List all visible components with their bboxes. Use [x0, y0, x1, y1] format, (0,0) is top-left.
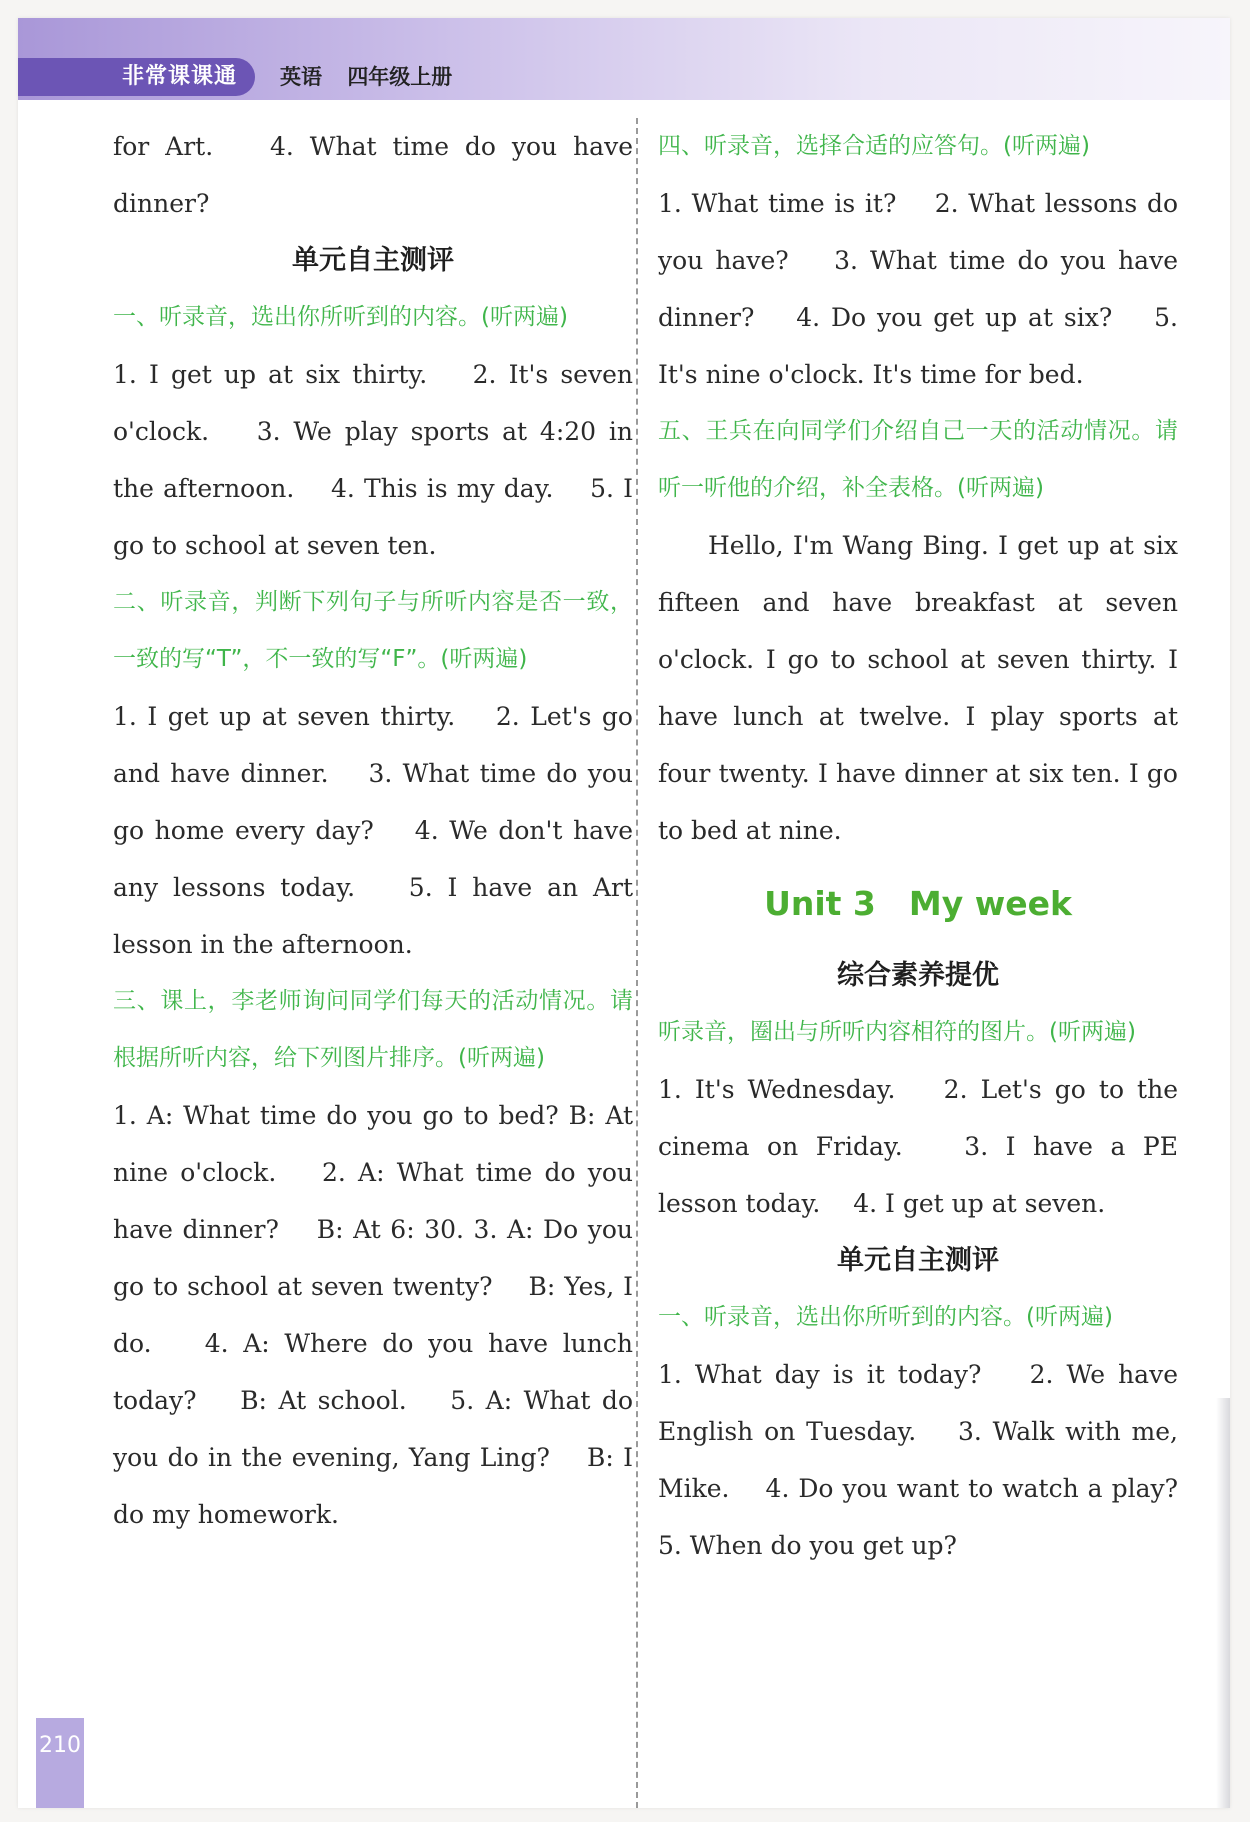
section-heading: 单元自主测评	[292, 245, 454, 276]
paragraph: 1. What time is it? 2. What lessons do you have? 3. What time do you have dinner? 4. Do you get up at six? 5. It's nine o'clock. It's time for bed.	[658, 189, 1178, 389]
page-number: 210	[36, 1718, 84, 1808]
section-heading: 单元自主测评	[837, 1245, 999, 1276]
question-heading: 五、王兵在向同学们介绍自己一天的活动情况。请听一听他的介绍，补全表格。(听两遍)	[658, 418, 1178, 501]
paragraph: 1. What day is it today? 2. We have English on Tuesday. 3. Walk with me, Mike. 4. Do you want to watch a play? 5. When do you get up?	[658, 1360, 1178, 1560]
paragraph: 1. A: What time do you go to bed? B: At nine o'clock. 2. A: What time do you have dinner? B: At 6: 30. 3. A: Do you go to school at seven twenty? B: Yes, I do. 4. A: Where do you have lunch today? B: At school. 5. A: What do you do in the evening, Yang Ling? B: I do my homework.	[113, 1101, 633, 1529]
page-edge	[1216, 1398, 1230, 1808]
unit-title: Unit 3 My week	[764, 884, 1072, 923]
series-title: 非常课课通	[18, 58, 255, 96]
column-divider	[636, 118, 638, 1808]
paragraph: for Art. 4. What time do you have dinner?	[113, 132, 633, 218]
question-heading: 三、课上，李老师询问同学们每天的活动情况。请根据所听内容，给下列图片排序。(听两遍)	[113, 988, 633, 1071]
question-heading: 一、听录音，选出你所听到的内容。(听两遍)	[658, 1304, 1113, 1330]
page-header	[18, 18, 1230, 100]
grade-label: 四年级上册	[347, 65, 453, 89]
paragraph: Hello, I'm Wang Bing. I get up at six fifteen and have breakfast at seven o'clock. I go to school at seven thirty. I have lunch at twelve. I play sports at four twenty. I have dinner at six ten. I go to bed at nine.	[658, 531, 1178, 845]
left-column	[113, 118, 633, 1543]
paragraph: 1. I get up at seven thirty. 2. Let's go and have dinner. 3. What time do you go home every day? 4. We don't have any lessons today. 5. I have an Art lesson in the afternoon.	[113, 702, 633, 959]
book-page	[18, 18, 1230, 1808]
question-heading: 二、听录音，判断下列句子与所听内容是否一致，一致的写“T”，不一致的写“F”。(听两遍)	[113, 589, 633, 672]
paragraph: 1. It's Wednesday. 2. Let's go to the cinema on Friday. 3. I have a PE lesson today. 4. I get up at seven.	[658, 1075, 1178, 1218]
subject-label: 英语	[280, 65, 322, 89]
header-subtitle	[280, 58, 470, 96]
question-heading: 一、听录音，选出你所听到的内容。(听两遍)	[113, 304, 568, 330]
question-heading: 听录音，圈出与所听内容相符的图片。(听两遍)	[658, 1019, 1136, 1045]
right-column	[658, 118, 1178, 1574]
section-heading: 综合素养提优	[837, 960, 999, 991]
paragraph: 1. I get up at six thirty. 2. It's seven o'clock. 3. We play sports at 4:20 in the afternoon. 4. This is my day. 5. I go to school at seven ten.	[113, 360, 633, 560]
question-heading: 四、听录音，选择合适的应答句。(听两遍)	[658, 133, 1090, 159]
